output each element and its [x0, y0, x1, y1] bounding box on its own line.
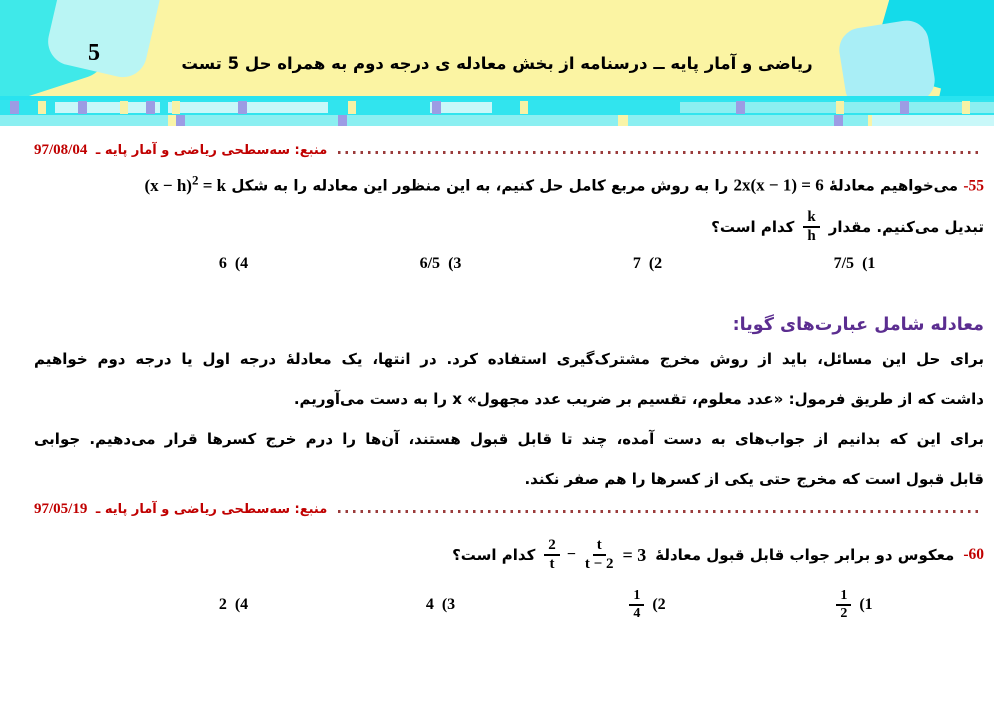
option-tag: (1 — [862, 255, 876, 273]
paragraph-line: داشت که از طریق فرمول: «عدد معلوم، تقسیم بر ضریب عدد مجهول» x را به دست می‌آوریم. — [293, 390, 984, 409]
fraction — [629, 588, 644, 622]
lesson-paragraph — [34, 339, 984, 499]
fraction — [803, 209, 819, 246]
option-tag: (4 — [234, 255, 249, 273]
question-text: معکوس دو برابر جواب قابل قبول معادلهٔ — [655, 546, 955, 565]
option-value: 7 — [632, 255, 641, 273]
fraction-numerator: 1 — [629, 588, 644, 606]
fraction-denominator: 2 — [840, 606, 848, 622]
equation-rhs: = k — [198, 175, 227, 195]
dotted-leader — [333, 510, 978, 513]
question-text: را به روش مربع کامل حل کنیم، به این منظور این معادله را به شکل — [231, 176, 729, 195]
equation: 2x(x − 1) = 6 — [733, 175, 824, 195]
page-title: ریاضی و آمار پایه ــ درسنامه از بخش معادله ی درجه دوم به همراه حل 5 تست — [181, 54, 813, 73]
question-text: کدام است؟ — [452, 546, 536, 565]
fraction-numerator: 2 — [544, 537, 560, 556]
paragraph-line: قابل قبول است که مخرج حتی یکی از کسرها را هم صفر نکند. — [524, 470, 984, 489]
option-tag: (2 — [652, 596, 666, 614]
strip-row — [0, 100, 994, 115]
source-line — [34, 142, 984, 159]
paragraph-line: برای حل این مسائل، باید از روش مخرج مشترک‌گیری استفاده کرد. در انتها، یک معادلهٔ درجه اول یا درجه دوم خواهیم — [34, 350, 984, 369]
page-content — [0, 127, 994, 622]
source-label — [34, 142, 327, 159]
fraction-denominator: t − 2 — [584, 556, 614, 573]
answer-option — [751, 255, 958, 273]
equation-base: (x − h) — [144, 175, 192, 195]
fraction-numerator: 1 — [836, 588, 851, 606]
fraction — [836, 588, 851, 622]
source-date: 97/08/04 — [34, 142, 88, 158]
fraction — [583, 537, 616, 574]
dotted-leader — [333, 151, 978, 154]
question-text: می‌خواهیم معادلهٔ — [828, 176, 959, 195]
page-header — [0, 0, 994, 100]
option-tag: (4 — [234, 596, 249, 614]
source-label-text: منبع: سه‌سطحی ریاضی و آمار پایه ـ — [95, 502, 328, 518]
question-text: کدام است؟ — [711, 218, 795, 237]
fraction-numerator: k — [803, 209, 819, 228]
question-55-text-2 — [34, 203, 984, 251]
question-number: -55 — [963, 177, 984, 195]
option-value: 4 — [425, 596, 434, 614]
decorative-strip — [0, 100, 994, 127]
option-value: 2 — [218, 596, 227, 614]
q55-options — [130, 255, 958, 273]
fraction — [544, 537, 560, 574]
answer-option — [337, 255, 544, 273]
source-label-text: منبع: سه‌سطحی ریاضی و آمار پایه ـ — [95, 143, 328, 158]
fraction-denominator: h — [807, 228, 816, 245]
answer-option — [544, 588, 751, 622]
question-number: -60 — [963, 546, 984, 564]
equation-rhs: = 3 — [622, 544, 647, 565]
equation — [144, 172, 227, 195]
option-tag: (3 — [448, 255, 462, 273]
answer-option — [130, 588, 337, 622]
page-number: 5 — [88, 40, 100, 66]
equation — [544, 537, 646, 574]
answer-option — [130, 255, 337, 273]
answer-option — [751, 588, 958, 622]
option-tag: (2 — [648, 255, 663, 273]
answer-option — [337, 588, 544, 622]
option-value: 7/5 — [833, 255, 855, 273]
question-60-text — [34, 526, 984, 584]
option-value: 6 — [218, 255, 227, 273]
answer-option — [544, 255, 751, 273]
paragraph-line: برای این که بدانیم از جواب‌های به دست آمده، چند تا قابل قبول هستند، آن‌ها را درم خرج کسرها قرار می‌دهیم. جوابی — [34, 430, 984, 449]
source-line — [34, 501, 984, 518]
section-heading: معادله شامل عبارت‌های گویا: — [732, 315, 984, 336]
minus-sign: − — [566, 546, 576, 564]
fraction-denominator: 4 — [633, 606, 641, 622]
question-text: تبدیل می‌کنیم. مقدار — [828, 218, 984, 237]
strip-row — [0, 115, 994, 126]
fraction-denominator: t — [549, 556, 555, 573]
fraction-numerator: t — [593, 537, 606, 556]
q60-options — [130, 588, 958, 622]
option-tag: (3 — [441, 596, 456, 614]
source-label — [34, 501, 327, 518]
question-55-text — [34, 168, 984, 201]
option-tag: (1 — [859, 596, 873, 614]
source-date: 97/05/19 — [34, 501, 88, 518]
equation-exponent: 2 — [191, 172, 199, 187]
option-value: 6/5 — [419, 255, 441, 273]
